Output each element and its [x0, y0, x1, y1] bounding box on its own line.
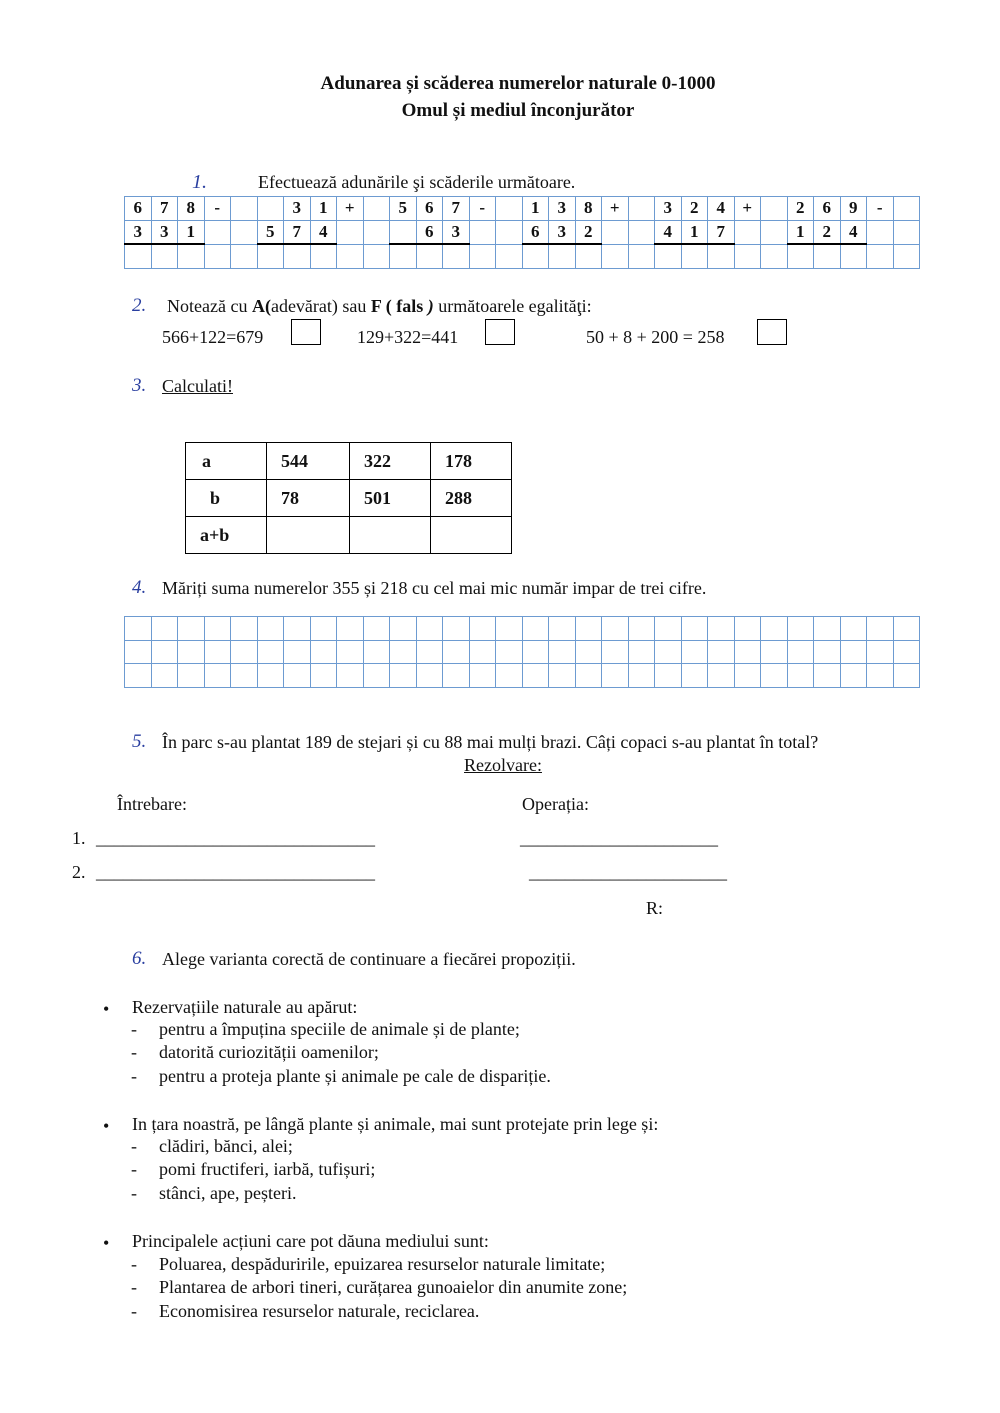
answer-cell[interactable] [363, 640, 390, 664]
answer-cell[interactable] [390, 244, 417, 268]
answer-cell[interactable] [257, 244, 284, 268]
answer-cell[interactable] [267, 517, 350, 554]
answer-cell[interactable] [178, 640, 205, 664]
row-label-a: a [186, 443, 267, 480]
table-cell: 501 [350, 480, 431, 517]
answer-cell[interactable] [787, 617, 814, 641]
answer-cell[interactable] [350, 517, 431, 554]
answer-cell[interactable] [337, 664, 364, 688]
answer-cell[interactable] [655, 244, 682, 268]
digit-cell: 6 [125, 197, 152, 221]
digit-cell: 6 [522, 220, 549, 244]
answer-cell[interactable] [628, 664, 655, 688]
answer-cell[interactable] [867, 617, 894, 641]
answer-cell[interactable] [469, 664, 496, 688]
digit-cell [761, 197, 788, 221]
answer-cell[interactable] [628, 640, 655, 664]
answer-cell[interactable] [337, 640, 364, 664]
answer-cell[interactable] [893, 664, 920, 688]
digit-cell: 4 [310, 220, 337, 244]
operation-line-1[interactable]: ______________________ [520, 828, 718, 848]
answer-cell[interactable] [257, 617, 284, 641]
table-row [186, 480, 512, 517]
answer-cell[interactable] [814, 617, 841, 641]
digit-cell: 1 [310, 197, 337, 221]
answer-cell[interactable] [151, 640, 178, 664]
answer-cell[interactable] [178, 617, 205, 641]
bullet-icon: • [103, 1116, 110, 1136]
digit-cell: 2 [814, 220, 841, 244]
answer-cell[interactable] [787, 244, 814, 268]
digit-cell: 1 [178, 220, 205, 244]
answer-cell[interactable] [125, 617, 152, 641]
answer-cell[interactable] [337, 617, 364, 641]
digit-cell [628, 197, 655, 221]
answer-cell[interactable] [734, 617, 761, 641]
equation-1: 566+122=679 [162, 327, 264, 347]
exercise-4-grid[interactable] [124, 616, 920, 688]
answer-cell[interactable] [125, 664, 152, 688]
digit-cell: 4 [655, 220, 682, 244]
digit-cell: 7 [151, 197, 178, 221]
answer-cell[interactable] [681, 244, 708, 268]
answer-cell[interactable] [734, 244, 761, 268]
exercise-4-text: Măriți suma numerelor 355 și 218 cu cel mai mic număr impar de trei cifre. [162, 578, 707, 598]
answer-cell[interactable] [284, 640, 311, 664]
question-2: In țara noastră, pe lângă plante și animale, mai sunt protejate prin lege și: [132, 1114, 659, 1134]
answer-cell[interactable] [867, 244, 894, 268]
answer-cell[interactable] [814, 664, 841, 688]
digit-cell [231, 197, 258, 221]
answer-cell[interactable] [363, 617, 390, 641]
digit-cell [257, 197, 284, 221]
answer-cell[interactable] [708, 617, 735, 641]
answer-cell[interactable] [443, 640, 470, 664]
line-2-number: 2. [72, 862, 86, 882]
digit-cell: 3 [125, 220, 152, 244]
exercise-3-number: 3. [132, 375, 147, 396]
answer-cell[interactable] [893, 617, 920, 641]
answer-cell[interactable] [655, 640, 682, 664]
grid-row [125, 617, 920, 641]
exercise-1-grid [124, 196, 920, 269]
digit-cell: 2 [575, 220, 602, 244]
answer-cell[interactable] [893, 640, 920, 664]
answer-cell[interactable] [867, 664, 894, 688]
row-label-b: b [186, 480, 267, 517]
grid-row [125, 664, 920, 688]
answer-cell[interactable] [204, 640, 231, 664]
digit-cell [734, 220, 761, 244]
answer-cell[interactable] [708, 244, 735, 268]
page-title: Adunarea și scăderea numerelor naturale 0-1000 [320, 73, 716, 94]
question-1: Rezervațiile naturale au apărut: [132, 997, 358, 1017]
answer-cell[interactable] [681, 664, 708, 688]
answer-cell[interactable] [204, 664, 231, 688]
intrebare-label: Întrebare: [117, 794, 187, 814]
answer-cell[interactable] [431, 517, 512, 554]
answer-cell[interactable] [761, 617, 788, 641]
answer-cell[interactable] [231, 640, 258, 664]
digit-cell: + [602, 197, 629, 221]
answer-cell[interactable] [575, 664, 602, 688]
answer-cell[interactable] [761, 640, 788, 664]
answer-cell[interactable] [390, 640, 417, 664]
exercise-3-text: Calculati! [162, 376, 233, 396]
answer-cell[interactable] [708, 640, 735, 664]
answer-cell[interactable] [787, 664, 814, 688]
page-subtitle: Omul și mediul înconjurător [401, 100, 635, 121]
answer-cell[interactable] [655, 617, 682, 641]
digit-cell: 7 [708, 220, 735, 244]
answer-cell[interactable] [231, 664, 258, 688]
equation-3: 50 + 8 + 200 = 258 [586, 327, 725, 347]
answer-cell[interactable] [840, 664, 867, 688]
digit-cell [867, 220, 894, 244]
digit-cell: 6 [416, 197, 443, 221]
table-cell: 78 [267, 480, 350, 517]
exercise-5-number: 5. [132, 731, 147, 752]
exercise-6-number: 6. [132, 948, 147, 969]
answer-cell[interactable] [469, 244, 496, 268]
table-cell: 288 [431, 480, 512, 517]
digit-cell: 3 [151, 220, 178, 244]
answer-cell[interactable] [602, 244, 629, 268]
answer-cell[interactable] [416, 640, 443, 664]
answer-cell[interactable] [284, 664, 311, 688]
answer-cell[interactable] [575, 617, 602, 641]
answer-cell[interactable] [655, 664, 682, 688]
digit-cell [469, 220, 496, 244]
answer-cell[interactable] [151, 244, 178, 268]
bullet-icon: • [103, 999, 110, 1019]
exercise-1-number: 1. [192, 171, 207, 193]
answer-cell[interactable] [390, 617, 417, 641]
answer-cell[interactable] [761, 664, 788, 688]
answer-cell[interactable] [416, 617, 443, 641]
exercise-6-text: Alege varianta corectă de continuare a fiecărei propoziții. [162, 949, 576, 969]
table-cell: 544 [267, 443, 350, 480]
exercise-2-number: 2. [132, 295, 147, 316]
exercise-4-number: 4. [132, 577, 147, 598]
option-1b[interactable]: - datorită curiozității oamenilor; [131, 1042, 379, 1062]
answer-cell[interactable] [496, 664, 523, 688]
answer-cell[interactable] [390, 664, 417, 688]
table-cell: 322 [350, 443, 431, 480]
option-3a[interactable]: - Poluarea, despăduririle, epuizarea resurselor naturale limitate; [131, 1254, 606, 1274]
answer-cell[interactable] [443, 244, 470, 268]
answer-cell[interactable] [496, 244, 523, 268]
digit-cell: 6 [416, 220, 443, 244]
answer-cell[interactable] [840, 244, 867, 268]
digit-cell: 9 [840, 197, 867, 221]
exercise-2-text: Notează cu A(adevărat) sau F ( fals ) următoarele egalităţi: [167, 296, 592, 316]
answer-cell[interactable] [257, 664, 284, 688]
answer-cell[interactable] [602, 640, 629, 664]
digit-cell [893, 197, 920, 221]
answer-cell[interactable] [734, 640, 761, 664]
answer-cell[interactable] [522, 664, 549, 688]
digit-cell [496, 220, 523, 244]
answer-cell[interactable] [893, 244, 920, 268]
answer-cell[interactable] [443, 664, 470, 688]
digit-cell [893, 220, 920, 244]
answer-cell[interactable] [522, 640, 549, 664]
digit-cell: 1 [522, 197, 549, 221]
answer-cell[interactable] [284, 244, 311, 268]
answer-cell[interactable] [575, 640, 602, 664]
digit-cell: 2 [681, 197, 708, 221]
answer-cell[interactable] [496, 640, 523, 664]
digit-cell: 1 [787, 220, 814, 244]
answer-cell[interactable] [125, 244, 152, 268]
digit-cell [363, 220, 390, 244]
answer-cell[interactable] [549, 664, 576, 688]
row-label-sum: a+b [186, 517, 267, 554]
rezolvare-label: Rezolvare: [464, 755, 542, 775]
answer-cell[interactable] [602, 617, 629, 641]
grid-row [125, 244, 920, 268]
answer-cell[interactable] [840, 640, 867, 664]
answer-cell[interactable] [867, 640, 894, 664]
digit-cell: 6 [814, 197, 841, 221]
digit-cell: 5 [390, 197, 417, 221]
digit-cell: - [204, 197, 231, 221]
exercise-1-text: Efectuează adunările şi scăderile următoare. [258, 172, 576, 192]
answer-cell[interactable] [522, 244, 549, 268]
answer-cell[interactable] [204, 617, 231, 641]
digit-cell: 7 [443, 197, 470, 221]
table-cell: 178 [431, 443, 512, 480]
option-1a[interactable]: - pentru a împuțina speciile de animale și de plante; [131, 1019, 520, 1039]
answer-cell[interactable] [549, 617, 576, 641]
digit-cell [363, 197, 390, 221]
answer-box-3[interactable] [757, 319, 787, 345]
digit-cell: 3 [655, 197, 682, 221]
digit-cell: 3 [549, 220, 576, 244]
digit-cell [496, 197, 523, 221]
option-3b[interactable]: - Plantarea de arbori tineri, curățarea gunoaielor din anumite zone; [131, 1277, 628, 1297]
answer-cell[interactable] [814, 640, 841, 664]
digit-cell: - [469, 197, 496, 221]
answer-cell[interactable] [337, 244, 364, 268]
grid-row [125, 197, 920, 221]
digit-cell [390, 220, 417, 244]
grid-row [125, 220, 920, 244]
answer-cell[interactable] [310, 617, 337, 641]
answer-cell[interactable] [257, 640, 284, 664]
digit-cell [337, 220, 364, 244]
answer-cell[interactable] [708, 664, 735, 688]
digit-cell: 4 [840, 220, 867, 244]
answer-cell[interactable] [204, 244, 231, 268]
equation-2: 129+322=441 [357, 327, 459, 347]
answer-cell[interactable] [814, 244, 841, 268]
digit-cell: 3 [284, 197, 311, 221]
option-1c[interactable]: - pentru a proteja plante și animale pe cale de dispariție. [131, 1066, 551, 1086]
option-2b[interactable]: - pomi fructiferi, iarbă, tufișuri; [131, 1159, 376, 1179]
digit-cell: - [867, 197, 894, 221]
answer-cell[interactable] [231, 617, 258, 641]
answer-cell[interactable] [151, 617, 178, 641]
digit-cell [602, 220, 629, 244]
answer-cell[interactable] [125, 640, 152, 664]
answer-cell[interactable] [310, 664, 337, 688]
answer-cell[interactable] [549, 244, 576, 268]
answer-cell[interactable] [681, 640, 708, 664]
answer-cell[interactable] [602, 664, 629, 688]
table-row [186, 443, 512, 480]
digit-cell: 3 [443, 220, 470, 244]
answer-cell[interactable] [310, 640, 337, 664]
answer-cell[interactable] [549, 640, 576, 664]
answer-cell[interactable] [734, 664, 761, 688]
option-2a[interactable]: - clădiri, bănci, alei; [131, 1136, 293, 1156]
exercise-5-text: În parc s-au plantat 189 de stejari și cu 88 mai mulți brazi. Câți copaci s-au plantat în total? [162, 732, 819, 752]
question-line-2[interactable]: _______________________________ [96, 862, 375, 882]
answer-cell[interactable] [469, 617, 496, 641]
answer-cell[interactable] [787, 640, 814, 664]
digit-cell: + [734, 197, 761, 221]
answer-cell[interactable] [575, 244, 602, 268]
answer-cell[interactable] [416, 244, 443, 268]
digit-cell: 5 [257, 220, 284, 244]
digit-cell [204, 220, 231, 244]
calc-table [185, 442, 512, 554]
digit-cell [231, 220, 258, 244]
digit-cell: 8 [178, 197, 205, 221]
answer-cell[interactable] [761, 244, 788, 268]
answer-cell[interactable] [522, 617, 549, 641]
answer-cell[interactable] [416, 664, 443, 688]
answer-box-1[interactable] [291, 319, 321, 345]
answer-cell[interactable] [469, 640, 496, 664]
answer-cell[interactable] [178, 664, 205, 688]
option-2c[interactable]: - stânci, ape, peșteri. [131, 1183, 297, 1203]
question-line-1[interactable]: _______________________________ [96, 828, 375, 848]
answer-cell[interactable] [681, 617, 708, 641]
answer-cell[interactable] [363, 664, 390, 688]
digit-cell: 4 [708, 197, 735, 221]
answer-cell[interactable] [840, 617, 867, 641]
answer-cell[interactable] [628, 244, 655, 268]
digit-cell [761, 220, 788, 244]
line-1-number: 1. [72, 828, 86, 848]
answer-cell[interactable] [231, 244, 258, 268]
digit-cell: 1 [681, 220, 708, 244]
digit-cell [628, 220, 655, 244]
grid-row [125, 640, 920, 664]
question-3: Principalele acțiuni care pot dăuna mediului sunt: [132, 1231, 489, 1251]
operation-line-2[interactable]: ______________________ [529, 862, 727, 882]
answer-label: R: [646, 898, 664, 918]
digit-cell: 8 [575, 197, 602, 221]
answer-cell[interactable] [628, 617, 655, 641]
bullet-icon: • [103, 1233, 110, 1253]
answer-box-2[interactable] [485, 319, 515, 345]
answer-cell[interactable] [363, 244, 390, 268]
digit-cell: 7 [284, 220, 311, 244]
answer-cell[interactable] [310, 244, 337, 268]
digit-cell: + [337, 197, 364, 221]
answer-cell[interactable] [443, 617, 470, 641]
operatia-label: Operația: [522, 794, 589, 814]
table-row [186, 517, 512, 554]
digit-cell: 2 [787, 197, 814, 221]
answer-cell[interactable] [151, 664, 178, 688]
option-3c[interactable]: - Economisirea resurselor naturale, reciclarea. [131, 1301, 480, 1321]
answer-cell[interactable] [178, 244, 205, 268]
digit-cell: 3 [549, 197, 576, 221]
answer-cell[interactable] [284, 617, 311, 641]
answer-cell[interactable] [496, 617, 523, 641]
